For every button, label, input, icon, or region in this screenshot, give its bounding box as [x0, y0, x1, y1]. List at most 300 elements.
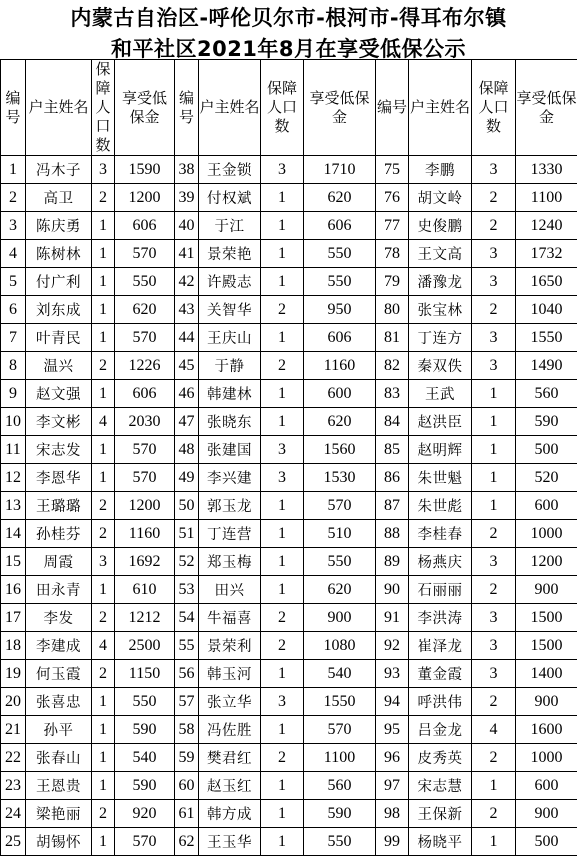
cell-persons: 1 [472, 828, 516, 856]
cell-amount: 600 [304, 380, 376, 408]
cell-name: 杨燕庆 [409, 548, 472, 576]
cell-amount: 1040 [516, 296, 577, 324]
cell-id: 60 [175, 772, 199, 800]
cell-name: 李恩华 [26, 464, 92, 492]
cell-persons: 1 [92, 296, 115, 324]
cell-amount: 1150 [115, 660, 175, 688]
cell-id: 21 [1, 716, 26, 744]
cell-persons: 2 [472, 184, 516, 212]
cell-persons: 1 [261, 408, 304, 436]
cell-id: 85 [376, 436, 409, 464]
cell-id: 58 [175, 716, 199, 744]
cell-name: 宋志发 [26, 436, 92, 464]
cell-amount: 900 [304, 604, 376, 632]
cell-persons: 1 [92, 380, 115, 408]
cell-persons: 3 [472, 604, 516, 632]
header-amount: 享受低保金 [516, 60, 577, 156]
cell-name: 韩方成 [199, 800, 261, 828]
cell-id: 45 [175, 352, 199, 380]
cell-persons: 1 [92, 828, 115, 856]
cell-amount: 606 [304, 324, 376, 352]
cell-id: 41 [175, 240, 199, 268]
cell-id: 79 [376, 268, 409, 296]
cell-persons: 2 [472, 744, 516, 772]
cell-id: 62 [175, 828, 199, 856]
cell-amount: 570 [304, 716, 376, 744]
cell-persons: 2 [92, 800, 115, 828]
cell-id: 39 [175, 184, 199, 212]
table-row [1, 772, 577, 800]
cell-id: 3 [1, 212, 26, 240]
cell-name: 王文高 [409, 240, 472, 268]
cell-amount: 540 [115, 744, 175, 772]
cell-name: 于江 [199, 212, 261, 240]
cell-id: 40 [175, 212, 199, 240]
cell-amount: 570 [304, 492, 376, 520]
cell-amount: 620 [304, 184, 376, 212]
cell-persons: 2 [92, 184, 115, 212]
cell-name: 朱世魁 [409, 464, 472, 492]
cell-name: 陈庆勇 [26, 212, 92, 240]
cell-id: 98 [376, 800, 409, 828]
cell-persons: 3 [472, 156, 516, 184]
cell-amount: 1400 [516, 660, 577, 688]
table-row [1, 184, 577, 212]
cell-name: 秦双佚 [409, 352, 472, 380]
cell-persons: 2 [472, 688, 516, 716]
cell-name: 何玉霞 [26, 660, 92, 688]
cell-id: 81 [376, 324, 409, 352]
cell-name: 王庆山 [199, 324, 261, 352]
cell-id: 61 [175, 800, 199, 828]
cell-id: 6 [1, 296, 26, 324]
cell-name: 李建成 [26, 632, 92, 660]
cell-amount: 900 [516, 576, 577, 604]
table-row [1, 240, 577, 268]
cell-persons: 1 [92, 436, 115, 464]
cell-amount: 920 [115, 800, 175, 828]
cell-name: 崔泽龙 [409, 632, 472, 660]
cell-id: 95 [376, 716, 409, 744]
cell-id: 55 [175, 632, 199, 660]
cell-persons: 3 [472, 632, 516, 660]
cell-amount: 1732 [516, 240, 577, 268]
cell-amount: 570 [115, 828, 175, 856]
header-id: 编号 [1, 60, 26, 156]
cell-amount: 600 [516, 772, 577, 800]
cell-name: 温兴 [26, 352, 92, 380]
cell-id: 76 [376, 184, 409, 212]
cell-name: 梁艳丽 [26, 800, 92, 828]
cell-persons: 2 [92, 604, 115, 632]
cell-amount: 1550 [516, 324, 577, 352]
cell-persons: 2 [92, 660, 115, 688]
cell-id: 23 [1, 772, 26, 800]
cell-name: 田永青 [26, 576, 92, 604]
cell-id: 44 [175, 324, 199, 352]
cell-amount: 1710 [304, 156, 376, 184]
table-row [1, 352, 577, 380]
cell-name: 付广利 [26, 268, 92, 296]
cell-id: 53 [175, 576, 199, 604]
cell-id: 20 [1, 688, 26, 716]
cell-name: 刘东成 [26, 296, 92, 324]
table-row [1, 156, 577, 184]
cell-persons: 2 [472, 212, 516, 240]
cell-persons: 2 [472, 800, 516, 828]
cell-amount: 1590 [115, 156, 175, 184]
table-row [1, 520, 577, 548]
cell-persons: 2 [92, 520, 115, 548]
cell-amount: 620 [115, 296, 175, 324]
cell-name: 王恩贵 [26, 772, 92, 800]
cell-persons: 4 [92, 408, 115, 436]
cell-amount: 570 [115, 240, 175, 268]
cell-name: 李桂春 [409, 520, 472, 548]
cell-persons: 1 [92, 464, 115, 492]
cell-name: 赵玉红 [199, 772, 261, 800]
cell-id: 80 [376, 296, 409, 324]
cell-name: 王璐璐 [26, 492, 92, 520]
cell-name: 李洪涛 [409, 604, 472, 632]
cell-name: 王金锁 [199, 156, 261, 184]
cell-name: 吕金龙 [409, 716, 472, 744]
cell-amount: 550 [115, 688, 175, 716]
cell-id: 14 [1, 520, 26, 548]
cell-name: 张晓东 [199, 408, 261, 436]
cell-name: 景荣利 [199, 632, 261, 660]
cell-id: 91 [376, 604, 409, 632]
cell-persons: 1 [92, 324, 115, 352]
cell-persons: 1 [261, 520, 304, 548]
cell-persons: 1 [261, 324, 304, 352]
cell-persons: 1 [261, 772, 304, 800]
cell-name: 皮秀英 [409, 744, 472, 772]
cell-id: 87 [376, 492, 409, 520]
cell-persons: 3 [472, 352, 516, 380]
cell-persons: 3 [472, 548, 516, 576]
cell-id: 17 [1, 604, 26, 632]
cell-amount: 570 [115, 464, 175, 492]
cell-id: 5 [1, 268, 26, 296]
cell-amount: 606 [115, 212, 175, 240]
header-persons: 保障人口数 [472, 60, 516, 156]
cell-id: 99 [376, 828, 409, 856]
cell-name: 丁连营 [199, 520, 261, 548]
cell-amount: 610 [115, 576, 175, 604]
cell-name: 郭玉龙 [199, 492, 261, 520]
cell-amount: 550 [304, 828, 376, 856]
cell-amount: 1000 [516, 744, 577, 772]
cell-id: 50 [175, 492, 199, 520]
cell-persons: 1 [92, 688, 115, 716]
cell-name: 叶青民 [26, 324, 92, 352]
table-row [1, 408, 577, 436]
cell-amount: 520 [516, 464, 577, 492]
cell-id: 89 [376, 548, 409, 576]
cell-id: 78 [376, 240, 409, 268]
cell-id: 49 [175, 464, 199, 492]
cell-id: 57 [175, 688, 199, 716]
cell-name: 牛福喜 [199, 604, 261, 632]
page-subtitle: 和平社区2021年8月在享受低保公示 [0, 33, 577, 63]
cell-id: 15 [1, 548, 26, 576]
cell-persons: 3 [261, 436, 304, 464]
table-row [1, 800, 577, 828]
cell-persons: 1 [261, 212, 304, 240]
table-row [1, 436, 577, 464]
table-row [1, 324, 577, 352]
cell-amount: 2500 [115, 632, 175, 660]
cell-amount: 1160 [115, 520, 175, 548]
cell-id: 7 [1, 324, 26, 352]
cell-name: 张立华 [199, 688, 261, 716]
cell-persons: 1 [92, 772, 115, 800]
cell-name: 郑玉梅 [199, 548, 261, 576]
table-row [1, 212, 577, 240]
cell-name: 史俊鹏 [409, 212, 472, 240]
cell-persons: 3 [92, 156, 115, 184]
cell-id: 2 [1, 184, 26, 212]
cell-name: 王武 [409, 380, 472, 408]
cell-amount: 560 [304, 772, 376, 800]
cell-name: 韩建林 [199, 380, 261, 408]
cell-amount: 570 [115, 436, 175, 464]
cell-amount: 500 [516, 828, 577, 856]
cell-persons: 3 [472, 324, 516, 352]
cell-name: 胡文岭 [409, 184, 472, 212]
cell-id: 75 [376, 156, 409, 184]
cell-persons: 1 [261, 548, 304, 576]
cell-id: 94 [376, 688, 409, 716]
header-id: 编号 [175, 60, 199, 156]
cell-id: 13 [1, 492, 26, 520]
cell-persons: 1 [472, 408, 516, 436]
cell-amount: 606 [115, 380, 175, 408]
cell-amount: 600 [516, 492, 577, 520]
cell-amount: 550 [304, 548, 376, 576]
cell-id: 77 [376, 212, 409, 240]
cell-id: 56 [175, 660, 199, 688]
cell-id: 18 [1, 632, 26, 660]
header-name: 户主姓名 [199, 60, 261, 156]
cell-persons: 1 [261, 800, 304, 828]
cell-id: 92 [376, 632, 409, 660]
cell-name: 于静 [199, 352, 261, 380]
table-row [1, 380, 577, 408]
header-row [1, 60, 577, 156]
cell-amount: 900 [516, 800, 577, 828]
cell-name: 王玉华 [199, 828, 261, 856]
cell-name: 赵洪臣 [409, 408, 472, 436]
cell-amount: 1226 [115, 352, 175, 380]
cell-name: 董金霞 [409, 660, 472, 688]
table-row [1, 688, 577, 716]
cell-persons: 1 [261, 380, 304, 408]
table-row [1, 492, 577, 520]
cell-persons: 1 [472, 772, 516, 800]
cell-amount: 570 [115, 324, 175, 352]
table-row [1, 576, 577, 604]
cell-id: 83 [376, 380, 409, 408]
cell-amount: 1330 [516, 156, 577, 184]
cell-name: 丁连方 [409, 324, 472, 352]
cell-name: 张宝林 [409, 296, 472, 324]
header-id: 编号 [376, 60, 409, 156]
table-row [1, 604, 577, 632]
header-name: 户主姓名 [26, 60, 92, 156]
table-row [1, 828, 577, 856]
cell-amount: 620 [304, 576, 376, 604]
cell-persons: 4 [472, 716, 516, 744]
cell-amount: 1160 [304, 352, 376, 380]
cell-amount: 620 [304, 408, 376, 436]
cell-name: 景荣艳 [199, 240, 261, 268]
cell-id: 16 [1, 576, 26, 604]
cell-id: 19 [1, 660, 26, 688]
cell-name: 田兴 [199, 576, 261, 604]
cell-persons: 1 [92, 240, 115, 268]
cell-name: 赵文强 [26, 380, 92, 408]
cell-amount: 540 [304, 660, 376, 688]
cell-persons: 2 [92, 352, 115, 380]
cell-id: 93 [376, 660, 409, 688]
cell-amount: 590 [115, 716, 175, 744]
cell-persons: 1 [92, 744, 115, 772]
cell-id: 8 [1, 352, 26, 380]
cell-amount: 1100 [304, 744, 376, 772]
cell-amount: 1650 [516, 268, 577, 296]
cell-amount: 1530 [304, 464, 376, 492]
cell-amount: 550 [115, 268, 175, 296]
table-row [1, 268, 577, 296]
cell-amount: 1500 [516, 632, 577, 660]
cell-id: 97 [376, 772, 409, 800]
cell-persons: 1 [92, 716, 115, 744]
cell-id: 25 [1, 828, 26, 856]
cell-persons: 2 [261, 744, 304, 772]
cell-persons: 1 [261, 184, 304, 212]
table-row [1, 632, 577, 660]
cell-name: 付权斌 [199, 184, 261, 212]
subsidy-table [0, 59, 577, 856]
cell-persons: 3 [261, 464, 304, 492]
cell-id: 38 [175, 156, 199, 184]
cell-id: 84 [376, 408, 409, 436]
cell-name: 李发 [26, 604, 92, 632]
cell-amount: 1200 [115, 492, 175, 520]
table-row [1, 716, 577, 744]
cell-persons: 1 [261, 660, 304, 688]
cell-amount: 550 [304, 240, 376, 268]
cell-id: 88 [376, 520, 409, 548]
cell-amount: 1200 [516, 548, 577, 576]
cell-name: 张喜忠 [26, 688, 92, 716]
cell-persons: 1 [472, 436, 516, 464]
cell-persons: 1 [261, 576, 304, 604]
table-row [1, 660, 577, 688]
cell-name: 张建国 [199, 436, 261, 464]
table-body [1, 156, 577, 856]
cell-persons: 3 [92, 548, 115, 576]
header-amount: 享受低保金 [304, 60, 376, 156]
cell-id: 42 [175, 268, 199, 296]
cell-amount: 1600 [516, 716, 577, 744]
cell-amount: 590 [304, 800, 376, 828]
cell-amount: 1200 [115, 184, 175, 212]
cell-name: 李兴建 [199, 464, 261, 492]
table-row [1, 548, 577, 576]
cell-amount: 590 [516, 408, 577, 436]
cell-id: 48 [175, 436, 199, 464]
cell-name: 孙桂芬 [26, 520, 92, 548]
cell-amount: 1080 [304, 632, 376, 660]
cell-amount: 1500 [516, 604, 577, 632]
cell-id: 1 [1, 156, 26, 184]
cell-persons: 2 [261, 352, 304, 380]
cell-persons: 2 [261, 296, 304, 324]
table-row [1, 464, 577, 492]
cell-persons: 2 [472, 296, 516, 324]
cell-name: 许殿志 [199, 268, 261, 296]
cell-persons: 3 [472, 660, 516, 688]
cell-name: 周霞 [26, 548, 92, 576]
cell-name: 孙平 [26, 716, 92, 744]
cell-name: 李文彬 [26, 408, 92, 436]
cell-amount: 1212 [115, 604, 175, 632]
cell-amount: 1560 [304, 436, 376, 464]
cell-name: 樊君红 [199, 744, 261, 772]
cell-name: 韩玉河 [199, 660, 261, 688]
cell-amount: 590 [115, 772, 175, 800]
cell-name: 关智华 [199, 296, 261, 324]
cell-persons: 2 [261, 604, 304, 632]
cell-name: 胡锡怀 [26, 828, 92, 856]
cell-id: 82 [376, 352, 409, 380]
cell-id: 51 [175, 520, 199, 548]
cell-id: 22 [1, 744, 26, 772]
cell-persons: 1 [261, 268, 304, 296]
cell-name: 赵明辉 [409, 436, 472, 464]
cell-amount: 550 [304, 268, 376, 296]
cell-amount: 900 [516, 688, 577, 716]
cell-id: 47 [175, 408, 199, 436]
cell-amount: 560 [516, 380, 577, 408]
cell-persons: 1 [92, 268, 115, 296]
cell-name: 陈树林 [26, 240, 92, 268]
cell-amount: 1692 [115, 548, 175, 576]
cell-name: 呼洪伟 [409, 688, 472, 716]
cell-id: 96 [376, 744, 409, 772]
cell-id: 52 [175, 548, 199, 576]
cell-name: 石丽丽 [409, 576, 472, 604]
cell-id: 90 [376, 576, 409, 604]
cell-name: 杨晓平 [409, 828, 472, 856]
header-amount: 享受低保金 [115, 60, 175, 156]
cell-persons: 3 [261, 688, 304, 716]
cell-id: 24 [1, 800, 26, 828]
header-persons: 保障人口数 [92, 60, 115, 156]
cell-persons: 2 [92, 492, 115, 520]
cell-amount: 606 [304, 212, 376, 240]
cell-persons: 1 [261, 716, 304, 744]
cell-persons: 3 [472, 268, 516, 296]
cell-name: 朱世彪 [409, 492, 472, 520]
cell-id: 9 [1, 380, 26, 408]
page-title: 内蒙古自治区-呼伦贝尔市-根河市-得耳布尔镇 [0, 2, 577, 32]
cell-name: 李鹏 [409, 156, 472, 184]
cell-persons: 1 [261, 240, 304, 268]
